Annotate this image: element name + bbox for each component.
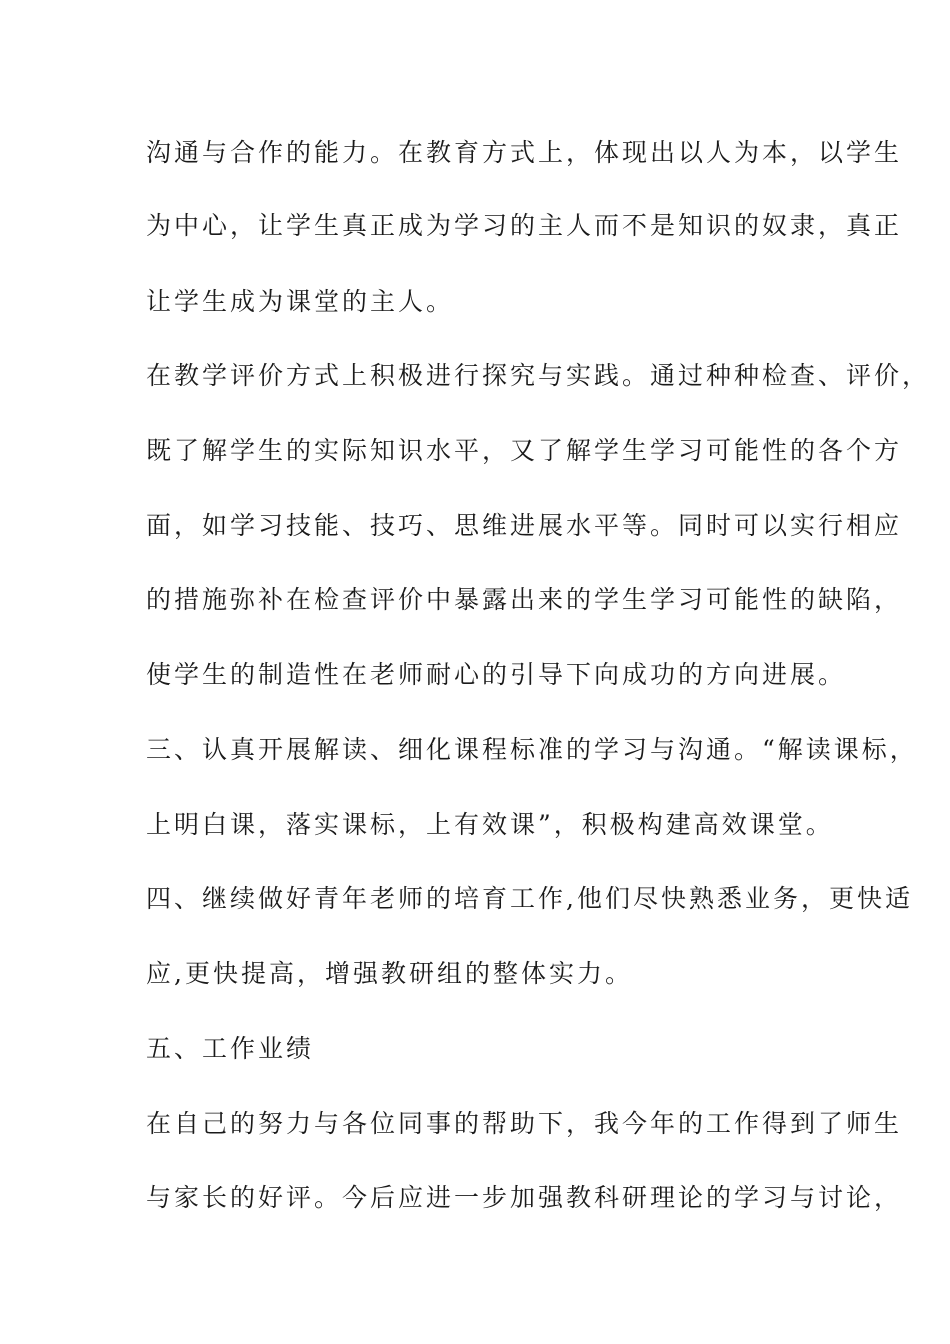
text-line: 既了解学生的实际知识水平，又了解学生学习可能性的各个方	[146, 436, 903, 465]
text-line: 面，如学习技能、技巧、思维进展水平等。同时可以实行相应	[146, 511, 903, 540]
text-line: 四、继续做好青年老师的培育工作,他们尽快熟悉业务，更快适	[146, 884, 913, 913]
text-line: 使学生的制造性在老师耐心的引导下向成功的方向进展。	[146, 660, 847, 689]
text-line: 五、工作业绩	[146, 1034, 315, 1063]
text-line: 三、认真开展解读、细化课程标准的学习与沟通。“解读课标，	[146, 735, 918, 764]
text-line: 上明白课，落实课标，上有效课”，积极构建高效课堂。	[146, 810, 834, 839]
text-line: 在教学评价方式上积极进行探究与实践。通过种种检查、评价，	[146, 361, 931, 390]
text-line: 为中心，让学生真正成为学习的主人而不是知识的奴隶，真正	[146, 211, 903, 240]
text-line: 的措施弥补在检查评价中暴露出来的学生学习可能性的缺陷，	[146, 585, 903, 614]
text-line: 让学生成为课堂的主人。	[146, 287, 455, 316]
text-line: 与家长的好评。今后应进一步加强教科研理论的学习与讨论，	[146, 1183, 903, 1212]
text-line: 在自己的努力与各位同事的帮助下，我今年的工作得到了师生	[146, 1109, 903, 1138]
text-line: 应,更快提高，增强教研组的整体实力。	[146, 959, 633, 988]
text-line: 沟通与合作的能力。在教育方式上，体现出以人为本，以学生	[146, 138, 903, 167]
